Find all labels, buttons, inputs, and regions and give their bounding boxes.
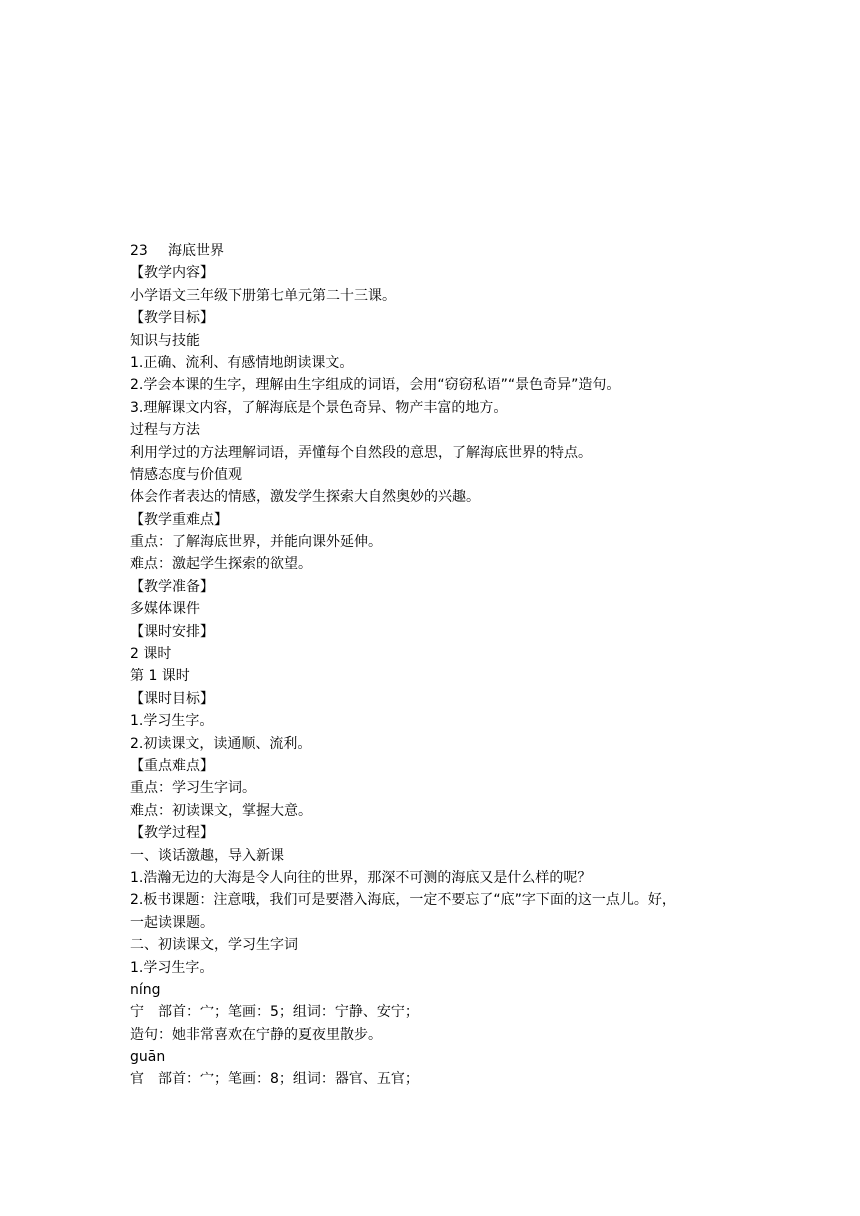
- paragraph-line: 1.正确、流利、有感情地朗读课文。: [130, 354, 354, 371]
- subheading-process: 过程与方法: [130, 422, 200, 439]
- paragraph-line: 难点：激起学生探索的欲望。: [130, 556, 312, 573]
- section-heading-preparation: 【教学准备】: [130, 578, 214, 595]
- paragraph-line: 多媒体课件: [130, 601, 200, 618]
- paragraph-line: 一起读课题。: [130, 914, 214, 931]
- section-heading-key-difficult: 【重点难点】: [130, 757, 214, 774]
- character-entry: 宁 部首：宀；笔画：5；组词：宁静、安宁；: [130, 1004, 419, 1021]
- paragraph-line: 重点：学习生字词。: [130, 780, 256, 797]
- section-heading-period-goals: 【课时目标】: [130, 690, 214, 707]
- paragraph-line: 小学语文三年级下册第七单元第二十三课。: [130, 287, 396, 304]
- example-sentence: 造句：她非常喜欢在宁静的夏夜里散步。: [130, 1026, 382, 1043]
- paragraph-line: 2.学会本课的生字，理解由生字组成的词语，会用“窃窃私语”“景色奇异”造句。: [130, 377, 621, 394]
- paragraph-line: 1.学习生字。: [130, 959, 214, 976]
- character-entry: 官 部首：宀；笔画：8；组词：器官、五官；: [130, 1071, 419, 1088]
- lesson-title: [130, 240, 730, 262]
- paragraph-line: 2.板书课题：注意哦，我们可是要潜入海底，一定不要忘了“底”字下面的这一点儿。好，: [130, 892, 676, 909]
- paragraph-line: 2 课时: [130, 646, 172, 663]
- step-heading: 一、谈话激趣，导入新课: [130, 847, 284, 864]
- paragraph-line: 体会作者表达的情感，激发学生探索大自然奥妙的兴趣。: [130, 489, 480, 506]
- subheading-knowledge: 知识与技能: [130, 332, 200, 349]
- paragraph-line: 1.学习生字。: [130, 713, 214, 730]
- section-heading-procedure: 【教学过程】: [130, 825, 214, 842]
- lesson-period-heading: 第 1 课时: [130, 668, 190, 685]
- paragraph-line: 重点：了解海底世界，并能向课外延伸。: [130, 534, 382, 551]
- paragraph-line: 2.初读课文，读通顺、流利。: [130, 735, 312, 752]
- pinyin-line: níng: [130, 981, 161, 998]
- section-heading-content: 【教学内容】: [130, 265, 214, 282]
- section-heading-goals: 【教学目标】: [130, 310, 214, 327]
- pinyin-line: guān: [130, 1049, 166, 1066]
- step-heading: 二、初读课文，学习生字词: [130, 937, 298, 954]
- subheading-attitude: 情感态度与价值观: [130, 466, 242, 483]
- lesson-number: 23: [130, 243, 148, 259]
- paragraph-line: 难点：初读课文，掌握大意。: [130, 802, 312, 819]
- section-heading-key-points: 【教学重难点】: [130, 511, 228, 528]
- paragraph-line: 利用学过的方法理解词语，弄懂每个自然段的意思，了解海底世界的特点。: [130, 444, 592, 461]
- paragraph-line: 3.理解课文内容，了解海底是个景色奇异、物产丰富的地方。: [130, 399, 508, 416]
- document-body: [130, 240, 730, 1091]
- paragraph-line: 1.浩瀚无边的大海是令人向往的世界，那深不可测的海底又是什么样的呢？: [130, 869, 592, 886]
- section-heading-schedule: 【课时安排】: [130, 623, 214, 640]
- lesson-title-text: 海底世界: [168, 243, 224, 259]
